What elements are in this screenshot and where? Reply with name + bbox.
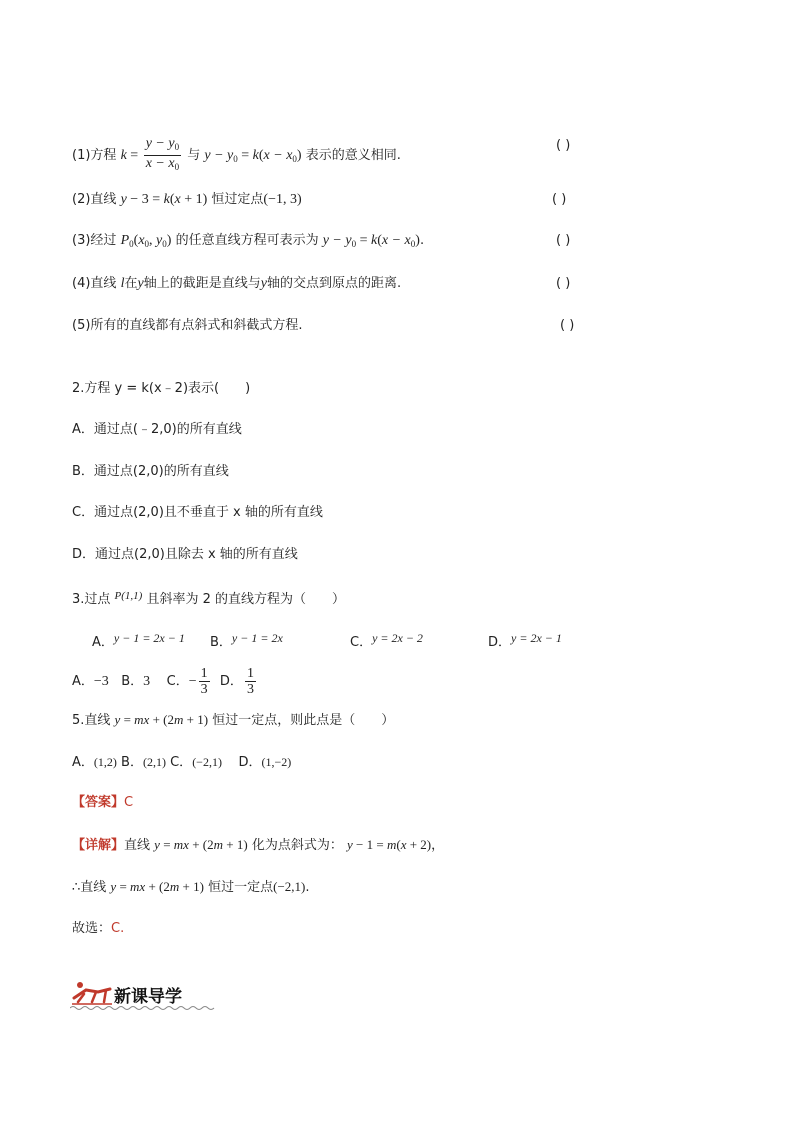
q3-option-a[interactable]: A．y − 1 = 2x − 1	[92, 631, 185, 650]
q5-option-b[interactable]: B．(2,1)	[121, 755, 166, 770]
q5-stem: 5.直线 y = mx + (2m + 1) 恒过一定点，则此点是（ ）	[72, 712, 395, 728]
q2-option-d[interactable]: D．通过点(2,0)且除去 x 轴的所有直线	[72, 547, 298, 562]
runner-logo-icon	[70, 980, 114, 1006]
q2-option-a[interactable]: A．通过点(﹣2,0)的所有直线	[72, 422, 242, 437]
q5-option-d[interactable]: D．(1,−2)	[238, 755, 292, 770]
answer-blank-3[interactable]: ( )	[556, 233, 571, 248]
q5-options	[72, 752, 291, 773]
q3-option-d[interactable]: D．y = 2x − 1	[488, 631, 562, 650]
fraction: $\frac{1}{3}$	[246, 666, 254, 697]
answer-blank-1[interactable]: ( )	[556, 138, 571, 153]
q2-option-c[interactable]: C．通过点(2,0)且不垂直于 x 轴的所有直线	[72, 505, 323, 520]
answer-line: 【答案】C	[72, 795, 134, 810]
wavy-underline	[70, 1005, 216, 1011]
answer-blank-4[interactable]: ( )	[556, 276, 571, 291]
q4-option-b[interactable]: B．3	[121, 674, 151, 689]
q5-option-a[interactable]: A．(1,2)	[72, 755, 117, 770]
q4-option-a[interactable]: A．−3	[72, 674, 109, 689]
section-title: 新课导学	[114, 987, 182, 1007]
q4-option-c[interactable]: C．− $\frac{1}{3}$	[166, 666, 208, 697]
tf-item-2: (2)直线 y − 3 = k(x + 1) 恒过定点(−1, 3)	[72, 192, 302, 207]
q3-option-c[interactable]: C．y = 2x − 2	[350, 631, 423, 650]
fraction: $\frac{1}{3}$	[200, 666, 208, 697]
tf-item-3: (3)经过 $P_0(x_0$, $y_0$) 的任意直线方程可表示为 $y - y_0 = k(x - x_0)$.	[72, 233, 425, 249]
tf-item-4: (4)直线 l在y轴上的截距是直线与y轴的交点到原点的距离.	[72, 276, 402, 291]
fraction: $\frac{y - y_0}{x - x_0}$	[145, 136, 180, 172]
answer-blank-2[interactable]: ( )	[552, 192, 567, 207]
q3-option-b[interactable]: B．y − 1 = 2x	[210, 631, 283, 650]
tf-item-5: (5)所有的直线都有点斜式和斜截式方程.	[72, 318, 303, 333]
q4-option-d[interactable]: D． $\frac{1}{3}$	[219, 666, 254, 697]
therefore-line: ∴直线 y = mx + (2m + 1) 恒过一定点(−2,1).	[72, 879, 310, 895]
detail-line: 【详解】直线 y = mx + (2m + 1) 化为点斜式为： y − 1 = m(x + 2)，	[72, 837, 445, 853]
q2-stem: 2.方程 y = k(x﹣2)表示( )	[72, 381, 251, 396]
answer-blank-5[interactable]: ( )	[560, 318, 575, 333]
choose-line: 故选：C.	[72, 921, 125, 936]
q3-stem: 3.过点 $^{P(1,1)}$ 且斜率为 2 的直线方程为（ ）	[72, 590, 346, 607]
tf-item-1: (1)方程 k = $\frac{y - y_0}{x - x_0}$ 与 $y - y_0 = k(x - x_0)$ 表示的意义相同.	[72, 136, 401, 175]
q2-option-b[interactable]: B．通过点(2,0)的所有直线	[72, 464, 229, 479]
q4-options	[72, 666, 258, 697]
q5-option-c[interactable]: C．(−2,1)	[170, 755, 222, 770]
